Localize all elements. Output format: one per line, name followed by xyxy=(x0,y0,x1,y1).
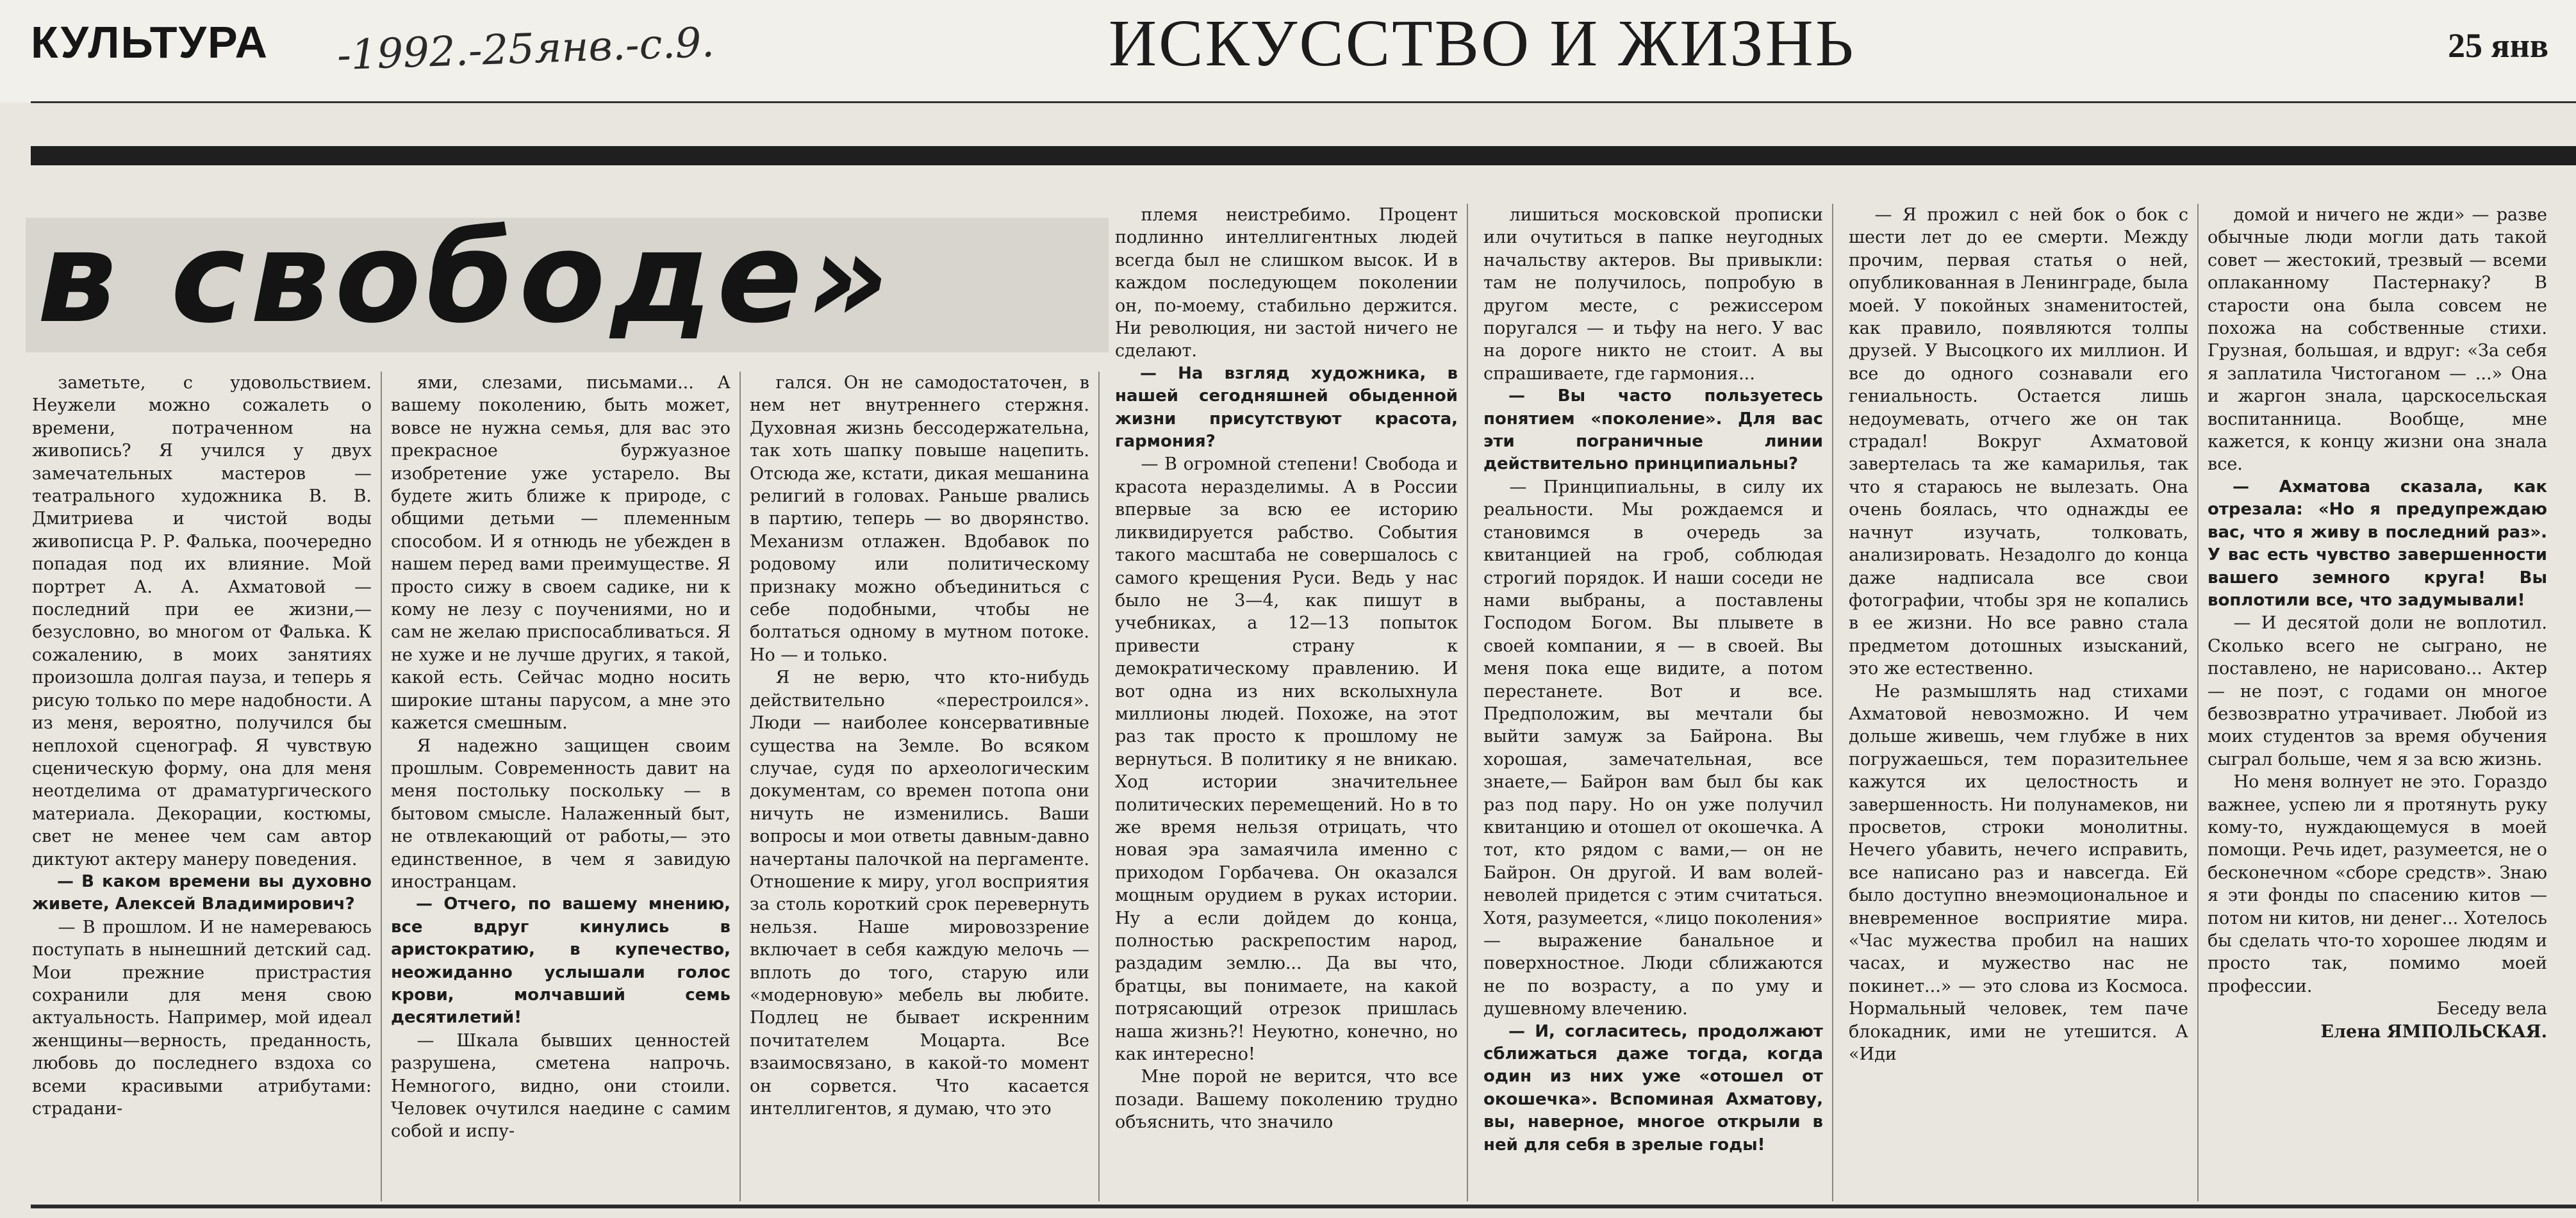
article-paragraph: — Я прожил с ней бок о бок с шести лет до ее смерти. Между прочим, первая статья о ней, опубликованная в Ленинграде, была моей. У покойных знаменитостей, как правило, появляются толпы друзей. У Высоцкого их миллион. И все до одного сознавали его гениальность. Остается лишь недоумевать, отчего же он так страдал! Вокруг Ахматовой завертелась та же камарилья, так что я стараюсь не вылезать. Она очень боялась, что однажды ее начнут изучать, толковать, анализировать. Незадолго до конца даже надписала все свои фотографии, чтобы зря не копались в ее жизни. Но все равно стала предметом дотошных изысканий, это же естественно. xyxy=(1849,205,2188,679)
interview-question: — Отчего, по вашему мнению, все вдруг кинулись в аристократию, в купечество, неожиданно услышали голос крови, молчавший семь десятилетий! xyxy=(391,894,731,1028)
article-paragraph: — Шкала бывших ценностей разрушена, сметена напрочь. Немногого, видно, они стоили. Человек очутился наедине с самим собой и испу- xyxy=(391,1030,731,1142)
byline: Елена ЯМПОЛЬСКАЯ. xyxy=(2320,1021,2547,1042)
article-column-6 xyxy=(1849,204,2188,1201)
article-paragraph: — И десятой доли не воплотил. Сколько всего не сыграно, не поставлено, не нарисовано... Актер — не поэт, с годами он многое безвозвратно утрачивает. Любой из моих студентов за время обучения сыграл больше, чем я за всю жизнь. xyxy=(2208,613,2547,769)
article-paragraph: домой и ничего не жди» — разве обычные люди могли дать такой совет — жестокий, трезвый — всеми оплаканному Пастернаку? В старости она была совсем не похожа на собственные стихи. Грузная, большая, и вдруг: «За себя я заплатила Чистоганом — ...» Она и жаргон знала, царскосельская воспитанница. Вообще, мне кажется, к концу жизни она знала все. xyxy=(2208,205,2547,475)
interview-question: — И, согласитесь, продолжают сближаться даже тогда, когда один из них уже «отошел от окошечка». Вспоминая Ахматову, вы, наверное, многое открыли в ней для себя в зрелые годы! xyxy=(1483,1021,1823,1155)
article-column-4 xyxy=(1115,204,1458,1201)
header-rule-thick xyxy=(31,146,2576,165)
article-paragraph: гался. Он не самодостаточен, в нем нет внутреннего стержня. Духовная жизнь бессодержательна, так хоть шапку повыше нацепить. Отсюда же, кстати, дикая мешанина религий в головах. Раньше рвались в партию, теперь — во дворянство. Механизм отлажен. Вдобавок по родовому или политическому признаку можно объединиться с себе подобными, чтобы не болтаться одному в мутном потоке. Но — и только. xyxy=(750,373,1089,665)
article-column-7 xyxy=(2208,204,2547,1201)
article-column-2 xyxy=(391,372,731,1201)
masthead-title: ИСКУССТВО И ЖИЗНЬ xyxy=(1109,6,1856,80)
issue-date: 25 янв xyxy=(2448,26,2548,65)
article-paragraph: Мне порой не верится, что все позади. Вашему поколению трудно объяснить, что значило xyxy=(1115,1067,1458,1133)
article-column-1 xyxy=(32,372,372,1201)
column-divider xyxy=(739,372,741,1201)
section-label: КУЛЬТУРА xyxy=(31,17,269,67)
interview-question: — На взгляд художника, в нашей сегодняшней обыденной жизни присутствуют красота, гармония? xyxy=(1115,363,1458,452)
column-divider xyxy=(1832,204,1833,1201)
article-paragraph: — В огромной степени! Свобода и красота неразделимы. А в России впервые за всю ее историю ликвидируется рабство. События такого масштаба не совершалось с самого крещения Руси. Ведь у нас было не 3—4, как пишут в учебниках, а 12—13 попыток привести страну к демократическому правлению. И вот одна из них всколыхнула миллионы людей. Похоже, на этот раз так просто к прошлому не вернуться. В политику я не вникаю. Ход истории значительнее политических перемещений. Но в то же время нельзя отрицать, что новая эра замаячила именно с приходом Горбачева. Он оказался мощным орудием в руках истории. Ну а если дойдем до конца, полностью раскрепостим народ, раздадим землю... Да вы что, братцы, вы понимаете, на какой потрясающий отрезок пришлась наша жизнь?! Неуютно, конечно, но как интересно! xyxy=(1115,454,1458,1065)
article-paragraph: лишиться московской прописки или очутиться в папке неугодных начальству актеров. Вы привыкли: там не получилось, попробую в другом месте, с режиссером поругался — и тьфу на него. У вас на дороге никто не стоит. А вы спрашиваете, где гармония... xyxy=(1483,205,1823,384)
header-rule-thin xyxy=(31,101,2576,103)
handwritten-date-note: -1992.-25янв.-с.9. xyxy=(336,19,716,80)
article-paragraph: Я не верю, что кто-нибудь действительно «перестроился». Люди — наиболее консервативные существа на Земле. Во всяком случае, судя по археологическим документам, со времен потопа они ничуть не изменились. Ваши вопросы и мои ответы давным-давно начертаны палочкой на пергаменте. Отношение к миру, угол восприятия за столь короткий срок перевернуть нельзя. Наше мировоззрение включает в себя каждую мелочь — вплоть до того, старую или «модерновую» мебель вы любите. Подлец не бывает искренним почитателем Моцарта. Все взаимосвязано, в какой-то момент он сорвется. Что касается интеллигентов, я думаю, что это xyxy=(750,668,1089,1119)
column-divider xyxy=(2197,204,2199,1201)
article-paragraph: — В прошлом. И не намереваюсь поступать в нынешний детский сад. Мои прежние пристрастия сохранили для меня свою актуальность. Например, мой идеал женщины—верность, преданность, любовь до последнего вздоха со всеми красивыми атрибутами: страдани- xyxy=(32,917,372,1119)
column-divider xyxy=(1467,204,1468,1201)
byline: Беседу вела xyxy=(2436,999,2547,1019)
column-divider xyxy=(1098,372,1100,1201)
article-paragraph: — Принципиальны, в силу их реальности. Мы рождаемся и становимся в очередь за квитанцией на гроб, соблюдая строгий порядок. И наши соседи не нами выбраны, а поставлены Господом Богом. Вы плывете в своей компании, я — в своей. Вы меня пока еще видите, а потом перестанете. Вот и все. Предположим, вы мечтали бы выйти замуж за Байрона. Вы хорошая, замечательная, все знаете,— Байрон вам был бы как раз под пару. Но он уже получил квитанцию и отошел от окошечка. А тот, кто рядом с вами,— он не Байрон. Он другой. И вам волей-неволей придется с этим считаться. Хотя, разумеется, «лицо поколения» — выражение банальное и поверхностное. Люди сближаются не по возрасту, а по уму и душевному влечению. xyxy=(1483,477,1823,1019)
article-paragraph: Я надежно защищен своим прошлым. Современность давит на меня постольку поскольку — в бытовом смысле. Налаженный быт, не отвлекающий от работы,— это единственное, в чем я завидую иностранцам. xyxy=(391,736,731,892)
article-paragraph: племя неистребимо. Процент подлинно интеллигентных людей всегда был не слишком высок. И в каждом последующем поколении он, по-моему, стабильно держится. Ни революция, ни застой ничего не сделают. xyxy=(1115,205,1458,361)
article-column-5 xyxy=(1483,204,1823,1201)
article-paragraph: заметьте, с удовольствием. Неужели можно сожалеть о времени, потраченном на живопись? Я учился у двух замечательных мастеров — театрального художника В. В. Дмитриева и чистой воды живописца Р. Р. Фалька, поочередно попадая под их влияние. Мой портрет А. А. Ахматовой — последний при ее жизни,— безусловно, во многом от Фалька. К сожалению, в моих занятиях произошла долгая пауза, и теперь я рисую только по мере надобности. А из меня, вероятно, получился бы неплохой сценограф. Я чувствую сценическую форму, она для меня неотделима от драматургического материала. Декорации, костюмы, свет не менее чем сам автор диктуют актеру манеру поведения. xyxy=(32,373,372,869)
article-headline: в свободе» xyxy=(37,205,895,351)
interview-question: — В каком времени вы духовно живете, Алексей Владимирович? xyxy=(32,871,372,914)
article-column-3 xyxy=(750,372,1089,1201)
column-divider xyxy=(381,372,382,1201)
article-paragraph: Не размышлять над стихами Ахматовой невозможно. И чем дольше живешь, чем глубже в них погружаешься, тем поразительнее кажутся их целостность и завершенность. Ни полунамеков, ни просветов, строки монолитны. Нечего убавить, нечего исправить, все написано раз и навсегда. Ей было доступно внеэмоциональное и вневременное восприятие мира. «Час мужества пробил на наших часах, и мужество нас не покинет...» — это слова из Космоса. Нормальный человек, тем паче блокадник, ими не утешится. А «Иди xyxy=(1849,681,2188,1065)
interview-question: — Ахматова сказала, как отрезала: «Но я предупреждаю вас, что я живу в последний раз». У вас есть чувство завершенности вашего земного круга! Вы воплотили все, что задумывали! xyxy=(2208,477,2547,610)
article-paragraph: Но меня волнует не это. Гораздо важнее, успею ли я протянуть руку кому-то, нуждающемуся в моей помощи. Речь идет, разумеется, не о бесконечном «сборе средств». Знаю я эти фонды по спасению китов — потом ни китов, ни денег... Хотелось бы сделать что-то хорошее людям и просто так, помимо моей профессии. xyxy=(2208,772,2547,996)
interview-question: — Вы часто пользуетесь понятием «поколение». Для вас эти пограничные линии действительно принципиальны? xyxy=(1483,386,1823,474)
article-paragraph: ями, слезами, письмами... А вашему поколению, быть может, вовсе не нужна семья, для вас это прекрасное буржуазное изобретение уже устарело. Вы будете жить ближе к природе, с общими детьми — племенным способом. И я отнюдь не убежден в нашем перед вами преимуществе. Я просто сижу в своем садике, ни к кому не лезу с поучениями, но и сам не желаю приспосабливаться. Я не хуже и не лучше других, я такой, какой есть. Сейчас модно носить широкие штаны парусом, а мне это кажется смешным. xyxy=(391,373,731,734)
footer-rule xyxy=(31,1205,2576,1208)
